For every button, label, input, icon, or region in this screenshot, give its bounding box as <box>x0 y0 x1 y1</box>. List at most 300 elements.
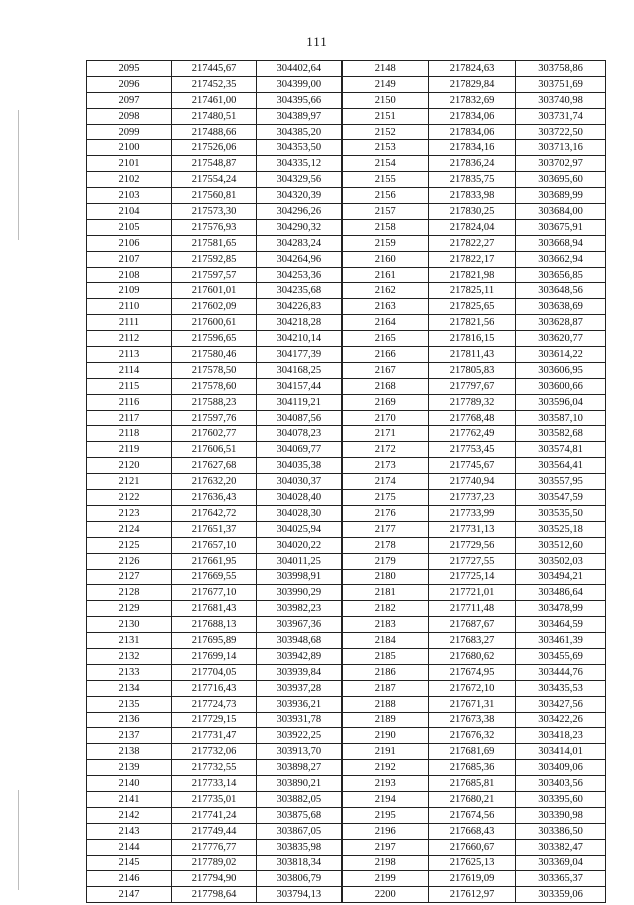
scan-margin-line <box>18 790 19 890</box>
x-coordinate-cell: 217660,67 <box>429 839 516 855</box>
x-coordinate-cell: 217687,67 <box>429 617 516 633</box>
x-coordinate-cell: 217592,85 <box>172 251 257 267</box>
table-row <box>87 267 606 283</box>
y-coordinate-cell: 303794,13 <box>257 887 342 903</box>
y-coordinate-cell: 303967,36 <box>257 617 342 633</box>
x-coordinate-cell: 217642,72 <box>172 505 257 521</box>
y-coordinate-cell: 304119,21 <box>257 394 342 410</box>
x-coordinate-cell: 217729,56 <box>429 537 516 553</box>
table-row <box>87 490 606 506</box>
y-coordinate-cell: 303369,04 <box>516 855 606 871</box>
x-coordinate-cell: 217685,36 <box>429 760 516 776</box>
x-coordinate-cell: 217596,65 <box>172 331 257 347</box>
point-number-cell: 2191 <box>342 744 429 760</box>
x-coordinate-cell: 217797,67 <box>429 378 516 394</box>
table-row <box>87 426 606 442</box>
table-row <box>87 474 606 490</box>
point-number-cell: 2112 <box>87 331 172 347</box>
x-coordinate-cell: 217824,63 <box>429 61 516 77</box>
point-number-cell: 2200 <box>342 887 429 903</box>
x-coordinate-cell: 217597,76 <box>172 410 257 426</box>
x-coordinate-cell: 217578,50 <box>172 362 257 378</box>
y-coordinate-cell: 304290,32 <box>257 219 342 235</box>
point-number-cell: 2126 <box>87 553 172 569</box>
x-coordinate-cell: 217732,06 <box>172 744 257 760</box>
table-row <box>87 553 606 569</box>
point-number-cell: 2177 <box>342 521 429 537</box>
point-number-cell: 2125 <box>87 537 172 553</box>
table-row <box>87 505 606 521</box>
y-coordinate-cell: 303835,98 <box>257 839 342 855</box>
point-number-cell: 2196 <box>342 823 429 839</box>
y-coordinate-cell: 303574,81 <box>516 442 606 458</box>
y-coordinate-cell: 303606,95 <box>516 362 606 378</box>
x-coordinate-cell: 217674,56 <box>429 807 516 823</box>
x-coordinate-cell: 217745,67 <box>429 458 516 474</box>
y-coordinate-cell: 303758,86 <box>516 61 606 77</box>
point-number-cell: 2141 <box>87 791 172 807</box>
x-coordinate-cell: 217832,69 <box>429 92 516 108</box>
point-number-cell: 2189 <box>342 712 429 728</box>
table-row <box>87 728 606 744</box>
table-row <box>87 204 606 220</box>
point-number-cell: 2151 <box>342 108 429 124</box>
point-number-cell: 2147 <box>87 887 172 903</box>
x-coordinate-cell: 217588,23 <box>172 394 257 410</box>
y-coordinate-cell: 304296,26 <box>257 204 342 220</box>
table-row <box>87 633 606 649</box>
x-coordinate-cell: 217683,27 <box>429 633 516 649</box>
x-coordinate-cell: 217554,24 <box>172 172 257 188</box>
x-coordinate-cell: 217833,98 <box>429 188 516 204</box>
y-coordinate-cell: 303596,04 <box>516 394 606 410</box>
x-coordinate-cell: 217798,64 <box>172 887 257 903</box>
y-coordinate-cell: 303875,68 <box>257 807 342 823</box>
y-coordinate-cell: 304025,94 <box>257 521 342 537</box>
table-row <box>87 251 606 267</box>
y-coordinate-cell: 303382,47 <box>516 839 606 855</box>
x-coordinate-cell: 217688,13 <box>172 617 257 633</box>
y-coordinate-cell: 303882,05 <box>257 791 342 807</box>
point-number-cell: 2178 <box>342 537 429 553</box>
table-row <box>87 315 606 331</box>
point-number-cell: 2127 <box>87 569 172 585</box>
x-coordinate-cell: 217825,65 <box>429 299 516 315</box>
y-coordinate-cell: 303390,98 <box>516 807 606 823</box>
table-row <box>87 807 606 823</box>
point-number-cell: 2162 <box>342 283 429 299</box>
y-coordinate-cell: 303395,60 <box>516 791 606 807</box>
y-coordinate-cell: 303403,56 <box>516 776 606 792</box>
x-coordinate-cell: 217445,67 <box>172 61 257 77</box>
y-coordinate-cell: 304087,56 <box>257 410 342 426</box>
y-coordinate-cell: 304320,39 <box>257 188 342 204</box>
x-coordinate-cell: 217601,01 <box>172 283 257 299</box>
x-coordinate-cell: 217699,14 <box>172 648 257 664</box>
page-number: 111 <box>306 34 328 49</box>
x-coordinate-cell: 217526,06 <box>172 140 257 156</box>
x-coordinate-cell: 217834,06 <box>429 108 516 124</box>
x-coordinate-cell: 217488,66 <box>172 124 257 140</box>
x-coordinate-cell: 217753,45 <box>429 442 516 458</box>
point-number-cell: 2138 <box>87 744 172 760</box>
x-coordinate-cell: 217733,14 <box>172 776 257 792</box>
y-coordinate-cell: 303502,03 <box>516 553 606 569</box>
x-coordinate-cell: 217674,95 <box>429 664 516 680</box>
y-coordinate-cell: 303931,78 <box>257 712 342 728</box>
y-coordinate-cell: 304389,97 <box>257 108 342 124</box>
x-coordinate-cell: 217776,77 <box>172 839 257 855</box>
y-coordinate-cell: 304168,25 <box>257 362 342 378</box>
point-number-cell: 2185 <box>342 648 429 664</box>
y-coordinate-cell: 304078,23 <box>257 426 342 442</box>
table-row <box>87 744 606 760</box>
x-coordinate-cell: 217824,04 <box>429 219 516 235</box>
x-coordinate-cell: 217612,97 <box>429 887 516 903</box>
y-coordinate-cell: 304402,64 <box>257 61 342 77</box>
y-coordinate-cell: 303937,28 <box>257 680 342 696</box>
table-row <box>87 331 606 347</box>
y-coordinate-cell: 304028,40 <box>257 490 342 506</box>
point-number-cell: 2116 <box>87 394 172 410</box>
point-number-cell: 2159 <box>342 235 429 251</box>
point-number-cell: 2131 <box>87 633 172 649</box>
x-coordinate-cell: 217732,55 <box>172 760 257 776</box>
y-coordinate-cell: 303478,99 <box>516 601 606 617</box>
point-number-cell: 2108 <box>87 267 172 283</box>
point-number-cell: 2120 <box>87 458 172 474</box>
table-row <box>87 839 606 855</box>
x-coordinate-cell: 217669,55 <box>172 569 257 585</box>
point-number-cell: 2109 <box>87 283 172 299</box>
point-number-cell: 2148 <box>342 61 429 77</box>
y-coordinate-cell: 303713,16 <box>516 140 606 156</box>
y-coordinate-cell: 303668,94 <box>516 235 606 251</box>
y-coordinate-cell: 303689,99 <box>516 188 606 204</box>
point-number-cell: 2115 <box>87 378 172 394</box>
x-coordinate-cell: 217789,02 <box>172 855 257 871</box>
table-row <box>87 172 606 188</box>
point-number-cell: 2174 <box>342 474 429 490</box>
y-coordinate-cell: 303512,60 <box>516 537 606 553</box>
table-row <box>87 823 606 839</box>
x-coordinate-cell: 217724,73 <box>172 696 257 712</box>
point-number-cell: 2149 <box>342 76 429 92</box>
y-coordinate-cell: 304069,77 <box>257 442 342 458</box>
y-coordinate-cell: 303494,21 <box>516 569 606 585</box>
y-coordinate-cell: 304011,25 <box>257 553 342 569</box>
y-coordinate-cell: 303414,01 <box>516 744 606 760</box>
y-coordinate-cell: 304020,22 <box>257 537 342 553</box>
point-number-cell: 2100 <box>87 140 172 156</box>
point-number-cell: 2110 <box>87 299 172 315</box>
table-row <box>87 188 606 204</box>
point-number-cell: 2133 <box>87 664 172 680</box>
x-coordinate-cell: 217606,51 <box>172 442 257 458</box>
y-coordinate-cell: 303386,50 <box>516 823 606 839</box>
point-number-cell: 2186 <box>342 664 429 680</box>
x-coordinate-cell: 217822,27 <box>429 235 516 251</box>
table-row <box>87 140 606 156</box>
table-row <box>87 601 606 617</box>
y-coordinate-cell: 304253,36 <box>257 267 342 283</box>
x-coordinate-cell: 217731,13 <box>429 521 516 537</box>
x-coordinate-cell: 217834,06 <box>429 124 516 140</box>
x-coordinate-cell: 217811,43 <box>429 347 516 363</box>
x-coordinate-cell: 217600,61 <box>172 315 257 331</box>
y-coordinate-cell: 303695,60 <box>516 172 606 188</box>
table-row <box>87 124 606 140</box>
x-coordinate-cell: 217576,93 <box>172 219 257 235</box>
y-coordinate-cell: 303948,68 <box>257 633 342 649</box>
table-row <box>87 394 606 410</box>
x-coordinate-cell: 217749,44 <box>172 823 257 839</box>
point-number-cell: 2118 <box>87 426 172 442</box>
x-coordinate-cell: 217789,32 <box>429 394 516 410</box>
table-row <box>87 648 606 664</box>
point-number-cell: 2135 <box>87 696 172 712</box>
point-number-cell: 2164 <box>342 315 429 331</box>
table-row <box>87 791 606 807</box>
y-coordinate-cell: 304335,12 <box>257 156 342 172</box>
x-coordinate-cell: 217821,56 <box>429 315 516 331</box>
point-number-cell: 2168 <box>342 378 429 394</box>
table-row <box>87 696 606 712</box>
table-row <box>87 299 606 315</box>
point-number-cell: 2199 <box>342 871 429 887</box>
point-number-cell: 2128 <box>87 585 172 601</box>
y-coordinate-cell: 304395,66 <box>257 92 342 108</box>
y-coordinate-cell: 303818,34 <box>257 855 342 871</box>
table-row <box>87 712 606 728</box>
x-coordinate-cell: 217560,81 <box>172 188 257 204</box>
table-row <box>87 521 606 537</box>
y-coordinate-cell: 303418,23 <box>516 728 606 744</box>
point-number-cell: 2150 <box>342 92 429 108</box>
y-coordinate-cell: 303587,10 <box>516 410 606 426</box>
point-number-cell: 2180 <box>342 569 429 585</box>
y-coordinate-cell: 304353,50 <box>257 140 342 156</box>
y-coordinate-cell: 303890,21 <box>257 776 342 792</box>
x-coordinate-cell: 217602,77 <box>172 426 257 442</box>
point-number-cell: 2192 <box>342 760 429 776</box>
table-row <box>87 108 606 124</box>
y-coordinate-cell: 303939,84 <box>257 664 342 680</box>
x-coordinate-cell: 217602,09 <box>172 299 257 315</box>
point-number-cell: 2143 <box>87 823 172 839</box>
y-coordinate-cell: 304264,96 <box>257 251 342 267</box>
x-coordinate-cell: 217597,57 <box>172 267 257 283</box>
point-number-cell: 2129 <box>87 601 172 617</box>
table-row <box>87 362 606 378</box>
table-row <box>87 347 606 363</box>
y-coordinate-cell: 304235,68 <box>257 283 342 299</box>
point-number-cell: 2184 <box>342 633 429 649</box>
x-coordinate-cell: 217830,25 <box>429 204 516 220</box>
point-number-cell: 2140 <box>87 776 172 792</box>
table-row <box>87 887 606 903</box>
point-number-cell: 2101 <box>87 156 172 172</box>
table-row <box>87 680 606 696</box>
point-number-cell: 2155 <box>342 172 429 188</box>
point-number-cell: 2137 <box>87 728 172 744</box>
y-coordinate-cell: 304210,14 <box>257 331 342 347</box>
x-coordinate-cell: 217681,43 <box>172 601 257 617</box>
x-coordinate-cell: 217677,10 <box>172 585 257 601</box>
point-number-cell: 2158 <box>342 219 429 235</box>
x-coordinate-cell: 217480,51 <box>172 108 257 124</box>
point-number-cell: 2123 <box>87 505 172 521</box>
y-coordinate-cell: 304157,44 <box>257 378 342 394</box>
table-row <box>87 617 606 633</box>
point-number-cell: 2175 <box>342 490 429 506</box>
x-coordinate-cell: 217737,23 <box>429 490 516 506</box>
point-number-cell: 2145 <box>87 855 172 871</box>
table-row <box>87 219 606 235</box>
table-row <box>87 760 606 776</box>
x-coordinate-cell: 217668,43 <box>429 823 516 839</box>
point-number-cell: 2117 <box>87 410 172 426</box>
x-coordinate-cell: 217681,69 <box>429 744 516 760</box>
point-number-cell: 2136 <box>87 712 172 728</box>
x-coordinate-cell: 217685,81 <box>429 776 516 792</box>
y-coordinate-cell: 303982,23 <box>257 601 342 617</box>
x-coordinate-cell: 217716,43 <box>172 680 257 696</box>
y-coordinate-cell: 303422,26 <box>516 712 606 728</box>
x-coordinate-cell: 217727,55 <box>429 553 516 569</box>
x-coordinate-cell: 217816,15 <box>429 331 516 347</box>
point-number-cell: 2187 <box>342 680 429 696</box>
x-coordinate-cell: 217676,32 <box>429 728 516 744</box>
y-coordinate-cell: 304028,30 <box>257 505 342 521</box>
y-coordinate-cell: 304399,00 <box>257 76 342 92</box>
x-coordinate-cell: 217731,47 <box>172 728 257 744</box>
table-row <box>87 156 606 172</box>
y-coordinate-cell: 304030,37 <box>257 474 342 490</box>
y-coordinate-cell: 304218,28 <box>257 315 342 331</box>
x-coordinate-cell: 217651,37 <box>172 521 257 537</box>
x-coordinate-cell: 217661,95 <box>172 553 257 569</box>
y-coordinate-cell: 303922,25 <box>257 728 342 744</box>
y-coordinate-cell: 303648,56 <box>516 283 606 299</box>
point-number-cell: 2171 <box>342 426 429 442</box>
y-coordinate-cell: 304035,38 <box>257 458 342 474</box>
point-number-cell: 2097 <box>87 92 172 108</box>
y-coordinate-cell: 303600,66 <box>516 378 606 394</box>
point-number-cell: 2124 <box>87 521 172 537</box>
y-coordinate-cell: 303564,41 <box>516 458 606 474</box>
table-row <box>87 458 606 474</box>
point-number-cell: 2106 <box>87 235 172 251</box>
point-number-cell: 2154 <box>342 156 429 172</box>
x-coordinate-cell: 217741,24 <box>172 807 257 823</box>
point-number-cell: 2121 <box>87 474 172 490</box>
x-coordinate-cell: 217829,84 <box>429 76 516 92</box>
y-coordinate-cell: 303547,59 <box>516 490 606 506</box>
y-coordinate-cell: 303867,05 <box>257 823 342 839</box>
y-coordinate-cell: 303722,50 <box>516 124 606 140</box>
y-coordinate-cell: 303638,69 <box>516 299 606 315</box>
x-coordinate-cell: 217836,24 <box>429 156 516 172</box>
y-coordinate-cell: 303557,95 <box>516 474 606 490</box>
point-number-cell: 2173 <box>342 458 429 474</box>
y-coordinate-cell: 303702,97 <box>516 156 606 172</box>
point-number-cell: 2122 <box>87 490 172 506</box>
table-row <box>87 776 606 792</box>
point-number-cell: 2119 <box>87 442 172 458</box>
point-number-cell: 2113 <box>87 347 172 363</box>
point-number-cell: 2182 <box>342 601 429 617</box>
point-number-cell: 2114 <box>87 362 172 378</box>
table-row <box>87 378 606 394</box>
point-number-cell: 2102 <box>87 172 172 188</box>
point-number-cell: 2157 <box>342 204 429 220</box>
point-number-cell: 2166 <box>342 347 429 363</box>
point-number-cell: 2169 <box>342 394 429 410</box>
x-coordinate-cell: 217695,89 <box>172 633 257 649</box>
x-coordinate-cell: 217619,09 <box>429 871 516 887</box>
point-number-cell: 2142 <box>87 807 172 823</box>
point-number-cell: 2163 <box>342 299 429 315</box>
y-coordinate-cell: 303628,87 <box>516 315 606 331</box>
point-number-cell: 2172 <box>342 442 429 458</box>
point-number-cell: 2176 <box>342 505 429 521</box>
y-coordinate-cell: 303806,79 <box>257 871 342 887</box>
x-coordinate-cell: 217627,68 <box>172 458 257 474</box>
table-row <box>87 871 606 887</box>
y-coordinate-cell: 304177,39 <box>257 347 342 363</box>
y-coordinate-cell: 303461,39 <box>516 633 606 649</box>
x-coordinate-cell: 217762,49 <box>429 426 516 442</box>
table-row <box>87 442 606 458</box>
point-number-cell: 2156 <box>342 188 429 204</box>
point-number-cell: 2130 <box>87 617 172 633</box>
x-coordinate-cell: 217825,11 <box>429 283 516 299</box>
point-number-cell: 2111 <box>87 315 172 331</box>
x-coordinate-cell: 217735,01 <box>172 791 257 807</box>
x-coordinate-cell: 217805,83 <box>429 362 516 378</box>
x-coordinate-cell: 217461,00 <box>172 92 257 108</box>
y-coordinate-cell: 303990,29 <box>257 585 342 601</box>
x-coordinate-cell: 217680,21 <box>429 791 516 807</box>
point-number-cell: 2152 <box>342 124 429 140</box>
x-coordinate-cell: 217578,60 <box>172 378 257 394</box>
y-coordinate-cell: 303427,56 <box>516 696 606 712</box>
x-coordinate-cell: 217573,30 <box>172 204 257 220</box>
point-number-cell: 2188 <box>342 696 429 712</box>
table-row <box>87 61 606 77</box>
table-row <box>87 76 606 92</box>
table-row <box>87 410 606 426</box>
y-coordinate-cell: 303365,37 <box>516 871 606 887</box>
x-coordinate-cell: 217768,48 <box>429 410 516 426</box>
point-number-cell: 2181 <box>342 585 429 601</box>
x-coordinate-cell: 217671,31 <box>429 696 516 712</box>
point-number-cell: 2132 <box>87 648 172 664</box>
scan-margin-line <box>18 110 19 240</box>
y-coordinate-cell: 304226,83 <box>257 299 342 315</box>
table-row <box>87 585 606 601</box>
point-number-cell: 2105 <box>87 219 172 235</box>
y-coordinate-cell: 303535,50 <box>516 505 606 521</box>
y-coordinate-cell: 303464,59 <box>516 617 606 633</box>
y-coordinate-cell: 303486,64 <box>516 585 606 601</box>
point-number-cell: 2195 <box>342 807 429 823</box>
y-coordinate-cell: 303409,06 <box>516 760 606 776</box>
x-coordinate-cell: 217733,99 <box>429 505 516 521</box>
x-coordinate-cell: 217581,65 <box>172 235 257 251</box>
point-number-cell: 2183 <box>342 617 429 633</box>
